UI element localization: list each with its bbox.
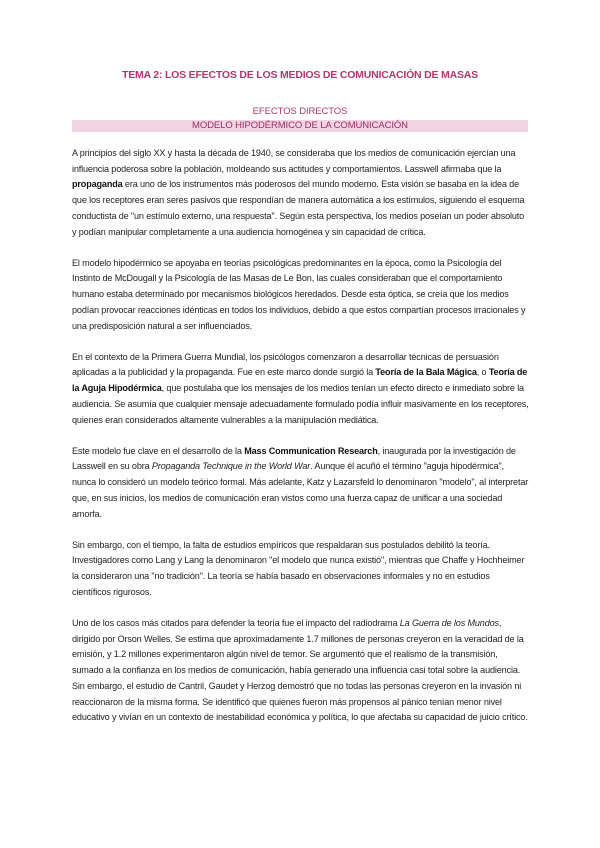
paragraph: [72, 444, 530, 523]
paragraph: [72, 538, 530, 601]
bold-term: Teoría de la Bala Mágica: [375, 367, 477, 378]
text-run: Sin embargo, con el tiempo, la falta de estudios empíricos que respaldaran sus postulados debilitó la teoría. Investigadores como Lang y Lang la denominaron "el modelo que nunca existió", mientras que Chaffe y Hochheimer la consideraron una "no tradición". La teoría se había basado en observaciones informales y no en estudios científicos rigurosos.: [72, 539, 525, 597]
text-run: , o: [476, 367, 489, 378]
subsection-heading: MODELO HIPODÉRMICO DE LA COMUNICACIÓN: [72, 120, 528, 132]
italic-title: La Guerra de los Mundos: [399, 618, 499, 629]
text-run: . Aunque él acuñó el término "aguja hipodérmica", nunca lo consideró un modelo teórico formal. Más adelante, Katz y Lazarsfeld lo denominaron "modelo", al interpretar que, en sus inicios, los medios de comunicación eran vistos como una fuerza capaz de unificar a una sociedad amorfa.: [72, 461, 529, 519]
text-run: Este modelo fue clave en el desarrollo de la: [72, 445, 245, 456]
section-heading: EFECTOS DIRECTOS: [252, 106, 348, 117]
bold-term: Teoría de la Aguja Hipodérmica: [72, 367, 528, 394]
paragraph: [72, 350, 530, 429]
text-run: , inaugurada por la investigación de Lasswell en su obra: [72, 445, 516, 472]
text-run: , dirigido por Orson Welles. Se estima que aproximadamente 1.7 millones de personas creyeron en la veracidad de la emisión, y 1.2 millones experimentaron algún nivel de temor. Se argumentó que el realismo de la transmisión, sumado a la confianza en los medios de comunicación, había generado una influencia casi total sobre la audiencia. Sin embargo, el estudio de Cantril, Gaudet y Herzog demostró que no todas las personas creyeron en la invasión ni reaccionaron de la misma forma. Se identificó que quienes fueron más propensos al pánico tenían menor nivel educativo y vivían en un contexto de inestabilidad económica y política, lo que afectaba su capacidad de juicio crítico.: [72, 618, 528, 723]
text-run: A principios del siglo XX y hasta la década de 1940, se consideraba que los medios de comunicación ejercían una influencia poderosa sobre la población, moldeando sus actitudes y comportamientos. Lasswell afirmaba que la: [72, 148, 516, 174]
paragraph: [72, 616, 530, 726]
bold-term: Mass Communication Research: [244, 445, 378, 456]
text-run: El modelo hipodérmico se apoyaba en teorías psicológicas predominantes en la época, como la Psicología del Instinto de McDougall y la Psicología de las Masas de Le Bon, las cuales consideraban que el comportamiento humano estaba determinado por mecanismos biológicos heredados. Desde esta óptica, se creía que los medios podían provocar reacciones idénticas en todos los individuos, debido a que estos compartían procesos irracionales y una predisposición natural a ser influenciados.: [72, 257, 526, 331]
bold-term: propaganda: [72, 179, 123, 190]
italic-title: Propaganda Technique in the World War: [151, 461, 311, 472]
text-run: Uno de los casos más citados para defender la teoría fue el impacto del radiodrama: [72, 618, 400, 629]
text-run: En el contexto de la Primera Guerra Mundial, los psicólogos comenzaron a desarrollar técnicas de persuasión aplicadas a la publicidad y la propaganda. Fue en este marco donde surgió la: [72, 351, 499, 378]
paragraph: [72, 146, 530, 240]
text-run: era uno de los instrumentos más poderosos del mundo moderno. Esta visión se basaba en la idea de que los receptores eran seres pasivos que respondían de manera automática a los estímulos, siguiendo el esquema conductista de "un estímulo externo, una respuesta". Según esta perspectiva, los medios poseían un poder absoluto y podían manipular completamente a una audiencia homogénea y sin capacidad de crítica.: [72, 179, 525, 237]
text-run: , que postulaba que los mensajes de los medios tenían un efecto directo e inmediato sobre la audiencia. Se asumía que cualquier mensaje adecuadamente formulado podía influir masivamente en los receptores, quienes eran considerados altamente vulnerables a la manipulación mediática.: [72, 383, 529, 425]
paragraph: [72, 256, 530, 335]
document-title: TEMA 2: LOS EFECTOS DE LOS MEDIOS DE COMUNICACIÓN DE MASAS: [122, 69, 478, 81]
body-text: [72, 146, 530, 742]
